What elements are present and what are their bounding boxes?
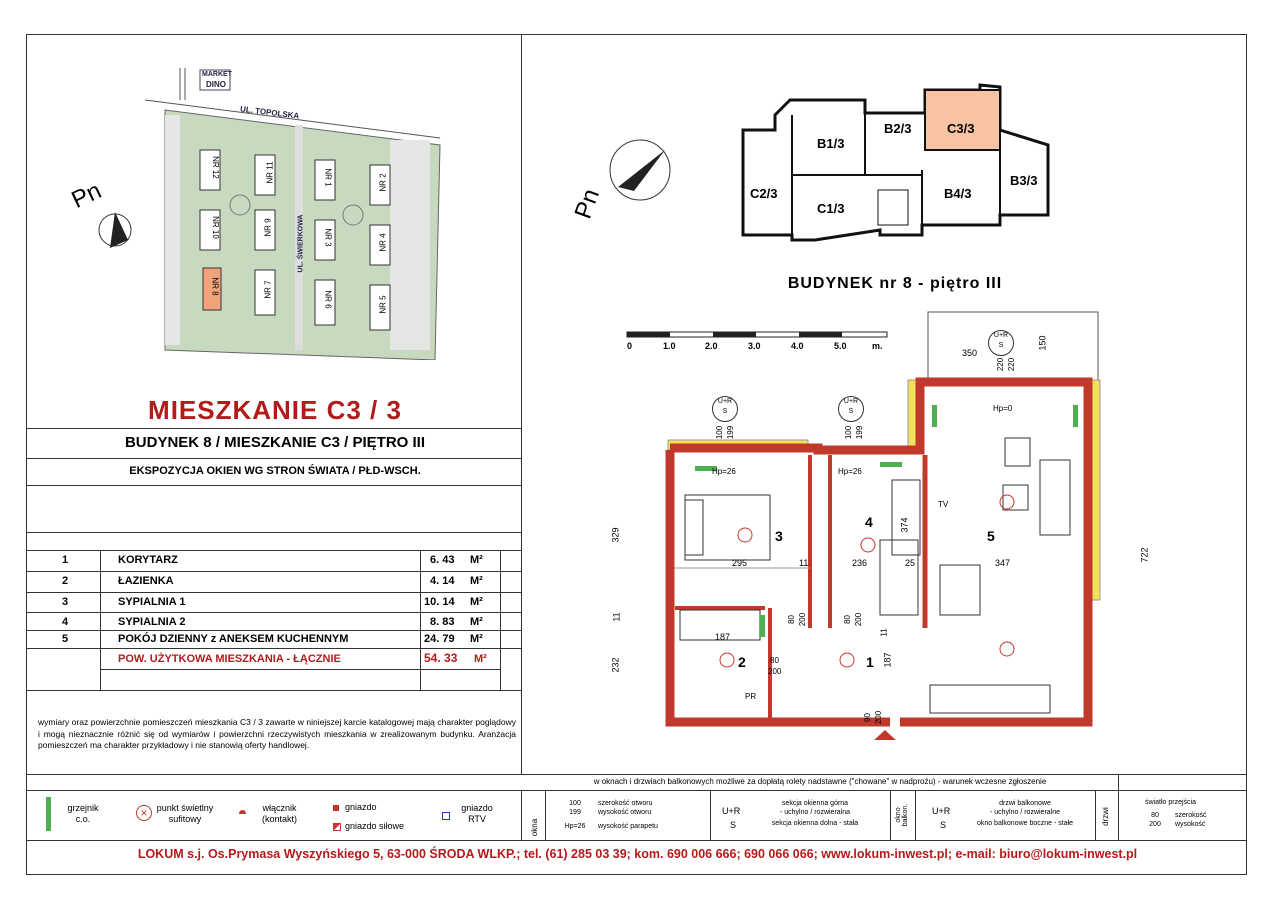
hp-26b: Hp=26 [838, 467, 862, 476]
floor-plan [660, 310, 1130, 740]
room-4-number: 4 [865, 514, 873, 530]
unit-c1: C1/3 [817, 201, 845, 216]
scale-4: 4.0 [791, 341, 804, 351]
site-plan [40, 60, 510, 360]
dim-350: 350 [962, 348, 978, 358]
table-row: 2 ŁAZIENKA 4. 14 M² [62, 575, 483, 587]
light-point-icon: × [136, 805, 152, 821]
legend-radiator: grzejnik c.o. [67, 803, 99, 824]
okna-val-199: 199 [569, 809, 581, 816]
drzwi-val-80: 80 [1151, 812, 1159, 819]
total-row: POW. UŻYTKOWA MIESZKANIA - ŁĄCZNIE 54. 33 M² [118, 651, 487, 665]
divider [521, 34, 522, 774]
floor-keyplan [560, 75, 1060, 255]
unit-c3: C3/3 [947, 121, 975, 136]
dim-199a: 199 [726, 425, 736, 440]
dim-80b: 80 [842, 615, 852, 624]
dim-80c: 80 [770, 656, 779, 665]
dim-199b: 199 [855, 425, 865, 440]
room-5-number: 5 [987, 528, 995, 544]
north-label: Pn [67, 177, 106, 214]
bldg-nr3: NR 3 [323, 228, 333, 247]
bldg-nr6: NR 6 [323, 290, 333, 309]
okna-val-100: 100 [569, 800, 581, 807]
okna-val-hp: Hp=26 [564, 823, 586, 830]
table-row: 5 POKÓJ DZIENNY z ANEKSEM KUCHENNYM 24. 79 M² [62, 633, 483, 645]
dim-722: 722 [1139, 547, 1150, 563]
room-1-number: 1 [866, 654, 874, 670]
building-title: BUDYNEK nr 8 - piętro III [787, 275, 1003, 292]
legend-s-b: S [940, 820, 947, 830]
okna-desc-1: wysokość otworu [598, 809, 652, 816]
power-socket-icon [333, 823, 341, 831]
apartment-subtitle: BUDYNEK 8 / MIESZKANIE C3 / PIĘTRO III [124, 434, 426, 451]
room-2-number: 2 [738, 654, 746, 670]
legend-ur-a: U+R [722, 806, 741, 816]
drzwi-bal-0: drzwi balkonowe [999, 800, 1051, 807]
scale-5: 5.0 [834, 341, 847, 351]
radiator-icon [46, 797, 51, 831]
rtv-socket-icon [442, 812, 450, 820]
okna-desc-0: szerokość otworu [598, 800, 653, 807]
bldg-nr9: NR 9 [263, 218, 273, 237]
legend-light: punkt świetlny sufitowy [156, 803, 214, 824]
dim-100b: 100 [844, 425, 854, 440]
street-swierkowa: UL. ŚWIERKOWA [297, 214, 305, 273]
legend-ur-b: U+R [932, 806, 951, 816]
sekcja-0: sekcja okienna górna [781, 800, 849, 807]
dim-232: 232 [610, 657, 621, 673]
window-symbol-b: U+R S [838, 396, 864, 422]
legend-swiatlo: światło przejścia [1145, 799, 1196, 806]
dim-347: 347 [995, 558, 1011, 568]
drzwi-desc-1: wysokość [1175, 821, 1206, 828]
legend-rtv: gniazdo RTV [461, 803, 493, 824]
unit-b3: B3/3 [1010, 173, 1038, 188]
dim-187b: 187 [882, 652, 893, 668]
legend-okno-balkon: okno balkon. [895, 803, 909, 827]
dim-80a: 80 [786, 615, 796, 624]
bldg-nr5: NR 5 [378, 295, 388, 314]
footer-contact: LOKUM s.j. Os.Prymasa Wyszyńskiego 5, 63-000 ŚRODA WLKP.; tel. (61) 285 03 39; kom. 690 006 666; 690 066 066; www.lokum-inwest.pl; e-mail: biuro@lokum-inwest.pl [137, 847, 1138, 861]
window-symbol-a: U+R S [712, 396, 738, 422]
market-label: MARKET [202, 71, 232, 78]
dim-150: 150 [1037, 335, 1048, 351]
scale-0: 0 [627, 341, 633, 351]
room-3-number: 3 [775, 528, 783, 544]
socket-icon [333, 805, 339, 811]
drzwi-val-200: 200 [1149, 821, 1161, 828]
dino-label: DINO [206, 80, 226, 89]
legend-switch: włącznik (kontakt) [261, 803, 297, 824]
drzwi-bal-1: - uchylno / rozwieralne [989, 809, 1061, 816]
keyplan-north-label: Pn [569, 185, 605, 223]
bldg-nr10: NR 10 [210, 216, 220, 239]
dim-220a: 220 [996, 357, 1006, 372]
bldg-nr1: NR 1 [323, 168, 333, 187]
apartment-title: MIESZKANIE C3 / 3 [148, 395, 402, 425]
unit-b4: B4/3 [944, 186, 972, 201]
sekcja-1: - uchylno / rozwieralna [779, 809, 851, 816]
legend-drzwi: drzwi [1100, 807, 1110, 826]
dim-200d: 200 [874, 710, 884, 725]
hp-26a: Hp=26 [712, 467, 736, 476]
legend-s-a: S [730, 820, 737, 830]
unit-b2: B2/3 [884, 121, 912, 136]
bldg-nr4: NR 4 [378, 233, 388, 252]
bldg-nr12: NR 12 [210, 156, 220, 179]
dim-11c: 11 [879, 628, 889, 637]
pr-label: PR [745, 692, 757, 701]
bldg-nr2: NR 2 [378, 173, 388, 192]
legend-note: w oknach i drzwiach balkonowych możliwe za dopłatą rolety nadstawne ("chowane" w nadprożu) - warunek wczesne zgłoszenie [593, 777, 1047, 786]
bldg-nr7: NR 7 [263, 280, 273, 299]
drzwi-desc-0: szerokość [1175, 812, 1207, 819]
dim-187: 187 [715, 632, 731, 642]
dim-11: 11 [611, 612, 622, 622]
table-row: 4 SYPIALNIA 2 8. 83 M² [62, 616, 483, 628]
scale-1: 1.0 [663, 341, 676, 351]
street-topolska: UL. TOPOLSKA [239, 104, 300, 121]
hp-0: Hp=0 [993, 404, 1013, 413]
dim-236: 236 [852, 558, 868, 568]
legend-power-socket: gniazdo siłowe [345, 821, 405, 831]
sekcja-2: sekcja okienna dolna - stała [771, 820, 859, 827]
dim-25: 25 [905, 558, 916, 568]
exposure: EKSPOZYCJA OKIEN WG STRON ŚWIATA / PŁD-WSCH. [129, 465, 421, 477]
tv-label: TV [938, 500, 949, 509]
scale-3: 3.0 [748, 341, 761, 351]
disclaimer: wymiary oraz powierzchnie pomieszczeń mieszkania C3 / 3 zawarte w niniejszej karcie katalogowej mają charakter poglądowy i mogą nieznacznie różnić się od wymiarów i powierzchni rzeczywistych mieszkania w zrealizowanym budynku. Aranżacja pomieszczeń ma charakter przykładowy i nie stanowią oferty handlowej. [38, 717, 516, 750]
bldg-nr11: NR 11 [265, 161, 275, 184]
table-row: 1 KORYTARZ 6. 43 M² [62, 554, 483, 566]
bldg-nr8: NR 8 [210, 277, 220, 296]
dim-100a: 100 [715, 425, 725, 440]
dim-200a: 200 [798, 612, 808, 627]
dim-329: 329 [610, 527, 621, 543]
okna-desc-2: wysokość parapetu [598, 823, 658, 830]
drzwi-bal-2: okno balkonowe boczne - stałe [976, 820, 1074, 827]
table-row: 3 SYPIALNIA 1 10. 14 M² [62, 596, 483, 608]
legend-okna: okna [530, 818, 540, 837]
scale-unit: m. [872, 341, 883, 351]
dim-374: 374 [899, 517, 910, 533]
unit-c2: C2/3 [750, 186, 778, 201]
scale-2: 2.0 [705, 341, 718, 351]
dim-295: 295 [732, 558, 748, 568]
unit-b1: B1/3 [817, 136, 845, 151]
dim-11b: 11 [799, 558, 809, 568]
dim-220b: 220 [1007, 357, 1017, 372]
dim-200b: 200 [854, 612, 864, 627]
switch-icon [239, 810, 246, 814]
legend-socket: gniazdo [345, 802, 377, 812]
dim-90: 90 [862, 713, 872, 722]
dim-200c: 200 [768, 667, 782, 676]
window-symbol-c: U+R S [988, 330, 1014, 356]
